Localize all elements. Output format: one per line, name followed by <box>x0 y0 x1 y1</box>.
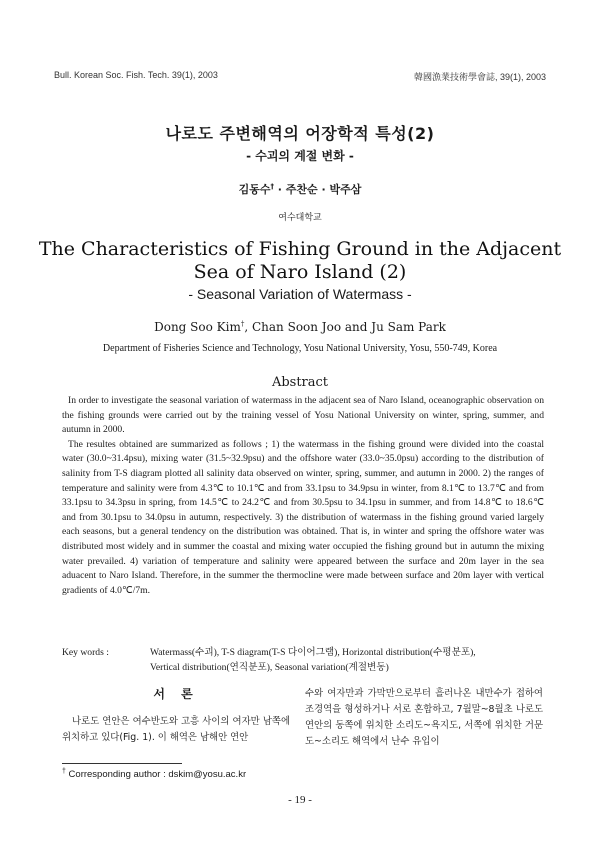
footnote-text: Corresponding author : dskim@yosu.ac.kr <box>68 769 247 781</box>
keywords-list <box>150 645 544 675</box>
running-head-right: 韓國漁業技術學會誌, 39(1), 2003 <box>413 72 546 82</box>
abstract-heading: Abstract <box>271 375 329 390</box>
keywords <box>62 645 544 675</box>
korean-corresponding-author: 김동수 <box>238 183 271 196</box>
english-subtitle: - Seasonal Variation of Watermass - <box>188 286 412 302</box>
keywords-line-1: Watermass(수괴), T-S diagram(T-S 다이어그램), Horizontal distribution(수평분포), <box>150 647 476 658</box>
body-text-left: 나로도 연안은 여수반도와 고흥 사이의 여자만 남쪽에 위치하고 있다(Fig. 1). 이 해역은 남해안 연안 <box>62 716 290 743</box>
english-author-mark: † <box>240 320 245 328</box>
korean-subtitle: - 수괴의 계절 변화 - <box>246 149 354 163</box>
korean-affiliation: 여수대학교 <box>278 213 322 223</box>
abstract-paragraph-2: The resultes obtained are summarized as follows ; 1) the watermass in the fishing ground were divided into the coastal water (30.0~31.4psu), mixing water (31.5~32.9psu) and the offshore water (33.0~35.0psu) according to the distribution of salinity from T-S diagram plotted all salinity data observed on winter, spring, summer, and autumn in 2000. 2) the ranges of temperature and salinity were from 4.3℃ to 10.1℃ and from 33.1psu to 34.9psu in winter, from 8.1℃ to 13.7℃ and from 33.1psu to 34.3psu in spring, from 14.5℃ to 24.2℃ and from 30.5psu to 34.1psu in summer, and from 14.8℃ to 18.6℃ and from 30.1psu to 34.0psu in autumn, respectively. 3) the distribution of watermass in the fishing ground varied largely each seasons, but a general tendency on the distribution was obtained. That is, in winter and spring the offshore water was distributed most widely and in summer the coastal and mixing water occupied the fishing ground but in autumn the mixing water prevailed. 4) variation of temperature and salinity were appeared between the surface and 20m layer in the sea aduacent to Naro Island. Therefore, in the summer the thermocline were made between surface and 20m layer with vertical gradients of 4.0℃/7m. <box>62 438 544 596</box>
korean-other-authors: · 주찬순 · 박주삼 <box>273 183 362 196</box>
korean-authors <box>0 181 600 197</box>
running-head-left: Bull. Korean Soc. Fish. Tech. 39(1), 2003 <box>54 70 218 80</box>
footnote <box>62 768 246 780</box>
footnote-mark: † <box>62 768 66 775</box>
abstract-body <box>62 394 544 598</box>
running-head <box>54 70 546 83</box>
english-affiliation: Department of Fisheries Science and Technology, Yosu National University, Yosu, 550-749, Korea <box>102 343 498 354</box>
english-title <box>0 238 600 284</box>
body-text-right: 수와 여자만과 가막만으로부터 흘러나온 내만수가 접하여 조경역을 형성하거나 서로 혼합하고, 7월말~8월초 나로도 연안의 동쪽에 위치한 소리도~욕지도, 서쪽에 위치한 거문도~소리도 해역에서 난수 유입이 <box>305 688 543 747</box>
english-title-line2: Sea of Naro Island (2) <box>193 261 407 283</box>
english-authors <box>0 320 600 334</box>
keywords-line-2: Vertical distribution(연직분포), Seasonal variation(계절변동) <box>150 662 389 673</box>
body-column-left <box>62 686 290 746</box>
korean-author-mark: † <box>270 182 274 191</box>
korean-title: 나로도 주변해역의 어장학적 특성(2) <box>165 124 435 143</box>
body-column-right <box>305 686 543 750</box>
english-other-authors: , Chan Soon Joo and Ju Sam Park <box>244 320 446 334</box>
keywords-label: Key words : <box>62 647 109 658</box>
english-title-line1: The Characteristics of Fishing Ground in the Adjacent <box>38 238 562 260</box>
section-heading-introduction: 서 론 <box>153 687 199 701</box>
abstract-paragraph-1: In order to investigate the seasonal variation of watermass in the adjacent sea of Naro Island, oceanographic observation on the fishing grounds were carried out by the training vessel of Yosu National University on winter, spring, summer, and autumn in 2000. <box>62 395 544 436</box>
page-number: - 19 - <box>288 794 312 806</box>
footnote-divider <box>62 763 182 764</box>
english-corresponding-author: Dong Soo Kim <box>154 320 241 334</box>
